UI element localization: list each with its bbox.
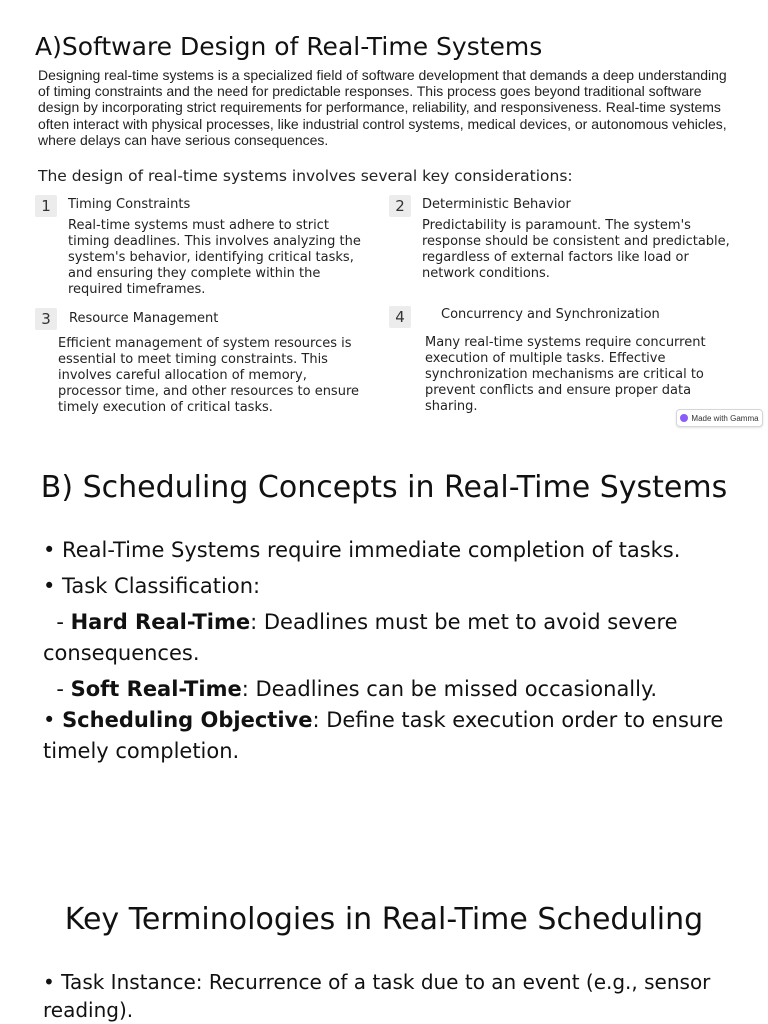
card-timing-constraints <box>35 195 375 305</box>
card-deterministic-behavior <box>389 195 739 295</box>
objective-prefix: • <box>43 708 63 732</box>
bullet-hard-real-time <box>43 607 743 669</box>
card-number: 3 <box>35 308 57 330</box>
card-text: Many real-time systems require concurrent execution of multiple tasks. Effective synchronization mechanisms are critical to prevent conflicts and ensure proper data sharing. <box>425 335 706 414</box>
card-number: 1 <box>35 195 57 217</box>
scheduling-objective-desc: : Define task execution order to ensure timely completion. <box>43 708 724 763</box>
made-with-gamma-badge[interactable] <box>676 409 763 427</box>
gamma-logo-icon <box>680 414 688 422</box>
hard-real-time-desc: : Deadlines must be met to avoid severe consequences. <box>43 610 678 665</box>
bullet-task-instance: • Task Instance: Recurrence of a task due to an event (e.g., sensor reading). <box>43 970 711 1022</box>
card-text: Efficient management of system resources is essential to meet timing constraints. This involves careful allocation of memory, processor time, and other resources to ensure timely execution of critical tasks. <box>58 336 359 415</box>
section-c-body <box>43 968 743 1024</box>
card-title: Resource Management <box>69 311 219 326</box>
bullet-scheduling-objective <box>43 705 743 767</box>
considerations-heading: The design of real-time systems involves several key considerations: <box>38 167 573 185</box>
bullet-task-classification: • Task Classification: <box>43 574 261 598</box>
card-title: Deterministic Behavior <box>422 197 571 212</box>
section-b-body <box>43 535 743 767</box>
section-b-title: B) Scheduling Concepts in Real-Time Systems <box>40 470 728 505</box>
card-concurrency-synchronization <box>389 306 739 418</box>
card-resource-management <box>35 308 375 418</box>
intro-paragraph: Designing real-time systems is a specialized field of software development that demands a deep understanding of timing constraints and the need for predictable responses. This process goes beyond traditional software design by incorporating strict requirements for performance, reliability, and responsiveness. Real-time systems often interact with physical processes, like industrial control systems, medical devices, or autonomous vehicles, where delays can have serious consequences. <box>38 67 727 148</box>
card-text: Predictability is paramount. The system's response should be consistent and predictable, regardless of external factors like load or network conditions. <box>422 218 730 281</box>
soft-real-time-term: Soft Real-Time <box>70 677 242 701</box>
card-title: Concurrency and Synchronization <box>441 307 660 322</box>
hard-prefix: - <box>43 610 71 634</box>
section-c-title: Key Terminologies in Real-Time Scheduling <box>64 902 704 937</box>
card-number: 2 <box>389 195 411 217</box>
soft-prefix: - <box>43 677 71 701</box>
scheduling-objective-term: Scheduling Objective <box>62 708 313 732</box>
soft-real-time-desc: : Deadlines can be missed occasionally. <box>241 677 658 701</box>
bullet-soft-real-time <box>43 674 743 705</box>
page-title: A)Software Design of Real-Time Systems <box>35 32 543 61</box>
bullet-immediate-completion: • Real-Time Systems require immediate completion of tasks. <box>43 538 681 562</box>
badge-label: Made with Gamma <box>691 413 759 423</box>
hard-real-time-term: Hard Real-Time <box>70 610 251 634</box>
card-title: Timing Constraints <box>68 197 191 212</box>
card-text: Real-time systems must adhere to strict timing deadlines. This involves analyzing the system's behavior, identifying critical tasks, and ensuring they complete within the required timeframes. <box>68 218 361 297</box>
card-number: 4 <box>389 306 411 328</box>
